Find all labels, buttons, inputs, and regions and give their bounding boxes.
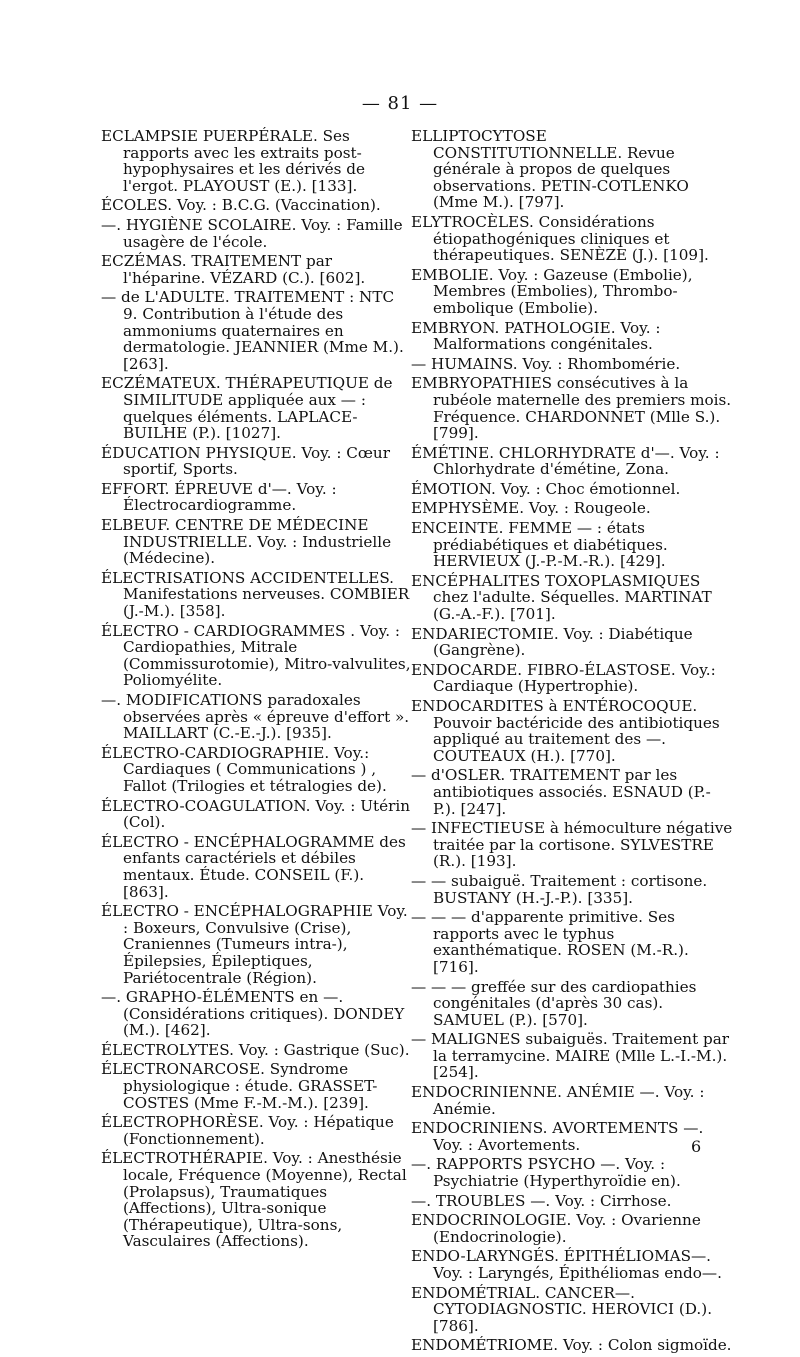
index-entry: EMBOLIE. Voy. : Gazeuse (Embolie), Membres (Embolies), Thrombo-embolique (Embolie). [411, 265, 693, 317]
index-entry: EMPHYSÈME. Voy. : Rougeole. [411, 499, 651, 518]
index-entry: EMBRYON. PATHOLOGIE. Voy. : Malformations congénitales. [411, 318, 661, 354]
signature-mark: 6 [691, 1137, 702, 1156]
index-entry: — INFECTIEUSE à hémoculture négative traitée par la cortisone. SYLVESTRE (R.). [193]. [411, 819, 733, 871]
index-entry: EFFORT. ÉPREUVE d'—. Voy. : Électrocardiogramme. [101, 479, 337, 515]
index-entry: ENDO-LARYNGÉS. ÉPITHÉLIOMAS—. Voy. : Laryngés, Épithéliomas endo—. [411, 1247, 722, 1282]
index-entry: ÉLECTRO - ENCÉPHALOGRAPHIE Voy. : Boxeurs, Convulsive (Crise), Craniennes (Tumeurs intra-), Épilepsies, Épileptiques, Pariétocentrale (Région). [101, 902, 408, 987]
index-entry: ÉLECTROTHÉRAPIE. Voy. : Anesthésie locale, Fréquence (Moyenne), Rectal (Prolapsus), Traumatiques (Affections), Ultra-sonique (Thérapeutique), Ultra-sons, Vasculaires (Affections). [101, 1149, 407, 1251]
left-column [101, 128, 413, 1253]
index-entry: — — — greffée sur des cardiopathies congénitales (d'après 30 cas). SAMUEL (P.). [570]. [411, 977, 697, 1029]
index-entry: ECZÉMAS. TRAITEMENT par l'héparine. VÉZARD (C.). [602]. [101, 252, 366, 287]
index-entry: ENDOCRINIENNE. ANÉMIE —. Voy. : Anémie. [411, 1083, 705, 1118]
index-entry: ÉLECTROPHORÈSE. Voy. : Hépatique (Fonctionnement). [101, 1113, 394, 1148]
right-column [411, 128, 733, 1357]
index-entry: ECZÉMATEUX. THÉRAPEUTIQUE de SIMILITUDE appliquée aux — : quelques éléments. LAPLACE-BUILHE (P.). [1027]. [101, 374, 393, 443]
index-entry: ENDOCRINIENS. AVORTEMENTS —. Voy. : Avortements. [411, 1119, 704, 1154]
index-entry: ENDARIECTOMIE. Voy. : Diabétique (Gangrène). [411, 624, 693, 660]
index-entry: ENDOCARDE. FIBRO-ÉLASTOSE. Voy.: Cardiaque (Hypertrophie). [411, 660, 716, 696]
index-entry: ÉLECTRISATIONS ACCIDENTELLES. Manifestations nerveuses. COMBIER (J.-M.). [358]. [101, 568, 410, 621]
index-entry: ÉMOTION. Voy. : Choc émotionnel. [411, 479, 681, 498]
index-entry: ÉLECTRO-CARDIOGRAPHIE. Voy.: Cardiaques ( Communications ) , Fallot (Trilogies et tétralogies de). [101, 743, 387, 795]
index-entry: ELYTROCÈLES. Considérations étiopathogéniques cliniques et thérapeutiques. SENÈZE (J.). [109]. [411, 212, 709, 265]
index-entry: ÉLECTRO - CARDIOGRAMMES . Voy. : Cardiopathies, Mitrale (Commissurotomie), Mitro-valvulites, Poliomyélite. [101, 621, 411, 690]
index-entry: ÉMÉTINE. CHLORHYDRATE d'—. Voy. : Chlorhydrate d'émétine, Zona. [411, 443, 720, 479]
index-entry: ÉLECTRO - ENCÉPHALOGRAMME des enfants caractériels et débiles mentaux. Étude. CONSEIL (F.). [863]. [101, 832, 406, 901]
index-entry: —. HYGIÈNE SCOLAIRE. Voy. : Famille usagère de l'école. [101, 215, 403, 251]
index-entry: — de L'ADULTE. TRAITEMENT : NTC 9. Contribution à l'étude des ammoniums quaternaires en dermatologie. JEANNIER (Mme M.). [263]. [101, 288, 404, 373]
index-entry: — MALIGNES subaiguës. Traitement par la terramycine. MAIRE (Mlle L.-I.-M.). [254]. [411, 1030, 730, 1082]
index-entry: ENCEINTE. FEMME — : états prédiabétiques et diabétiques. HERVIEUX (J.-P.-M.-R.). [429]. [411, 519, 668, 571]
page-number: — 81 — [361, 93, 439, 114]
index-entry: ENDOCARDITES à ENTÉROCOQUE. Pouvoir bactéricide des antibiotiques appliqué au traitement des —. COUTEAUX (H.). [770]. [411, 697, 720, 765]
index-entry: ENDOMÉTRIOME. Voy. : Colon sigmoïde. [411, 1336, 732, 1355]
index-entry: —. TROUBLES —. Voy. : Cirrhose. [411, 1191, 672, 1210]
index-entry: ECLAMPSIE PUERPÉRALE. Ses rapports avec les extraits post-hypophysaires et les dérivés de l'ergot. PLAYOUST (E.). [133]. [101, 127, 365, 195]
index-entry: — d'OSLER. TRAITEMENT par les antibiotiques associés. ESNAUD (P.-P.). [247]. [411, 766, 711, 818]
index-entry: —. RAPPORTS PSYCHO —. Voy. : Psychiatrie (Hyperthyroïdie en). [411, 1155, 681, 1191]
index-entry: ENDOMÉTRIAL. CANCER—. CYTODIAGNOSTIC. HEROVICI (D.). [786]. [411, 1283, 713, 1335]
index-entry: — HUMAINS. Voy. : Rhombomérie. [411, 354, 681, 373]
index-entry: ENCÉPHALITES TOXOPLASMIQUES chez l'adulte. Séquelles. MARTINAT (G.-A.-F.). [701]. [411, 571, 712, 624]
index-entry: ÉLECTRONARCOSE. Syndrome physiologique : étude. GRASSET-COSTES (Mme F.-M.-M.). [239]. [101, 1060, 378, 1112]
index-entry: — — subaiguë. Traitement : cortisone. BUSTANY (H.-J.-P.). [335]. [411, 871, 708, 907]
index-entry: ENDOCRINOLOGIE. Voy. : Ovarienne (Endocrinologie). [411, 1211, 701, 1246]
index-entry: —. GRAPHO-ÉLÉMENTS en —. (Considérations critiques). DONDEY (M.). [462]. [101, 988, 405, 1040]
index-entry: ELLIPTOCYTOSE CONSTITUTIONNELLE. Revue générale à propos de quelques observations. PETIN-COTLENKO (Mme M.). [797]. [411, 127, 689, 212]
index-entry: —. MODIFICATIONS paradoxales observées après « épreuve d'effort ». MAILLART (C.-E.-J.). [935]. [101, 691, 410, 743]
index-entry: ÉLECTRO-COAGULATION. Voy. : Utérin (Col). [101, 796, 410, 832]
index-entry: EMBRYOPATHIES consécutives à la rubéole maternelle des premiers mois. Fréquence. CHARDONNET (Mlle S.). [799]. [411, 374, 732, 443]
index-entry: ÉDUCATION PHYSIQUE. Voy. : Cœur sportif, Sports. [101, 443, 390, 479]
index-entry: ELBEUF. CENTRE DE MÉDECINE INDUSTRIELLE. Voy. : Industrielle (Médecine). [101, 516, 392, 568]
index-entry: ÉLECTROLYTES. Voy. : Gastrique (Suc). [101, 1040, 410, 1059]
index-entry: — — — d'apparente primitive. Ses rapports avec le typhus exanthématique. ROSEN (M.-R.). [716]. [411, 908, 689, 976]
index-entry: ÉCOLES. Voy. : B.C.G. (Vaccination). [101, 196, 381, 215]
